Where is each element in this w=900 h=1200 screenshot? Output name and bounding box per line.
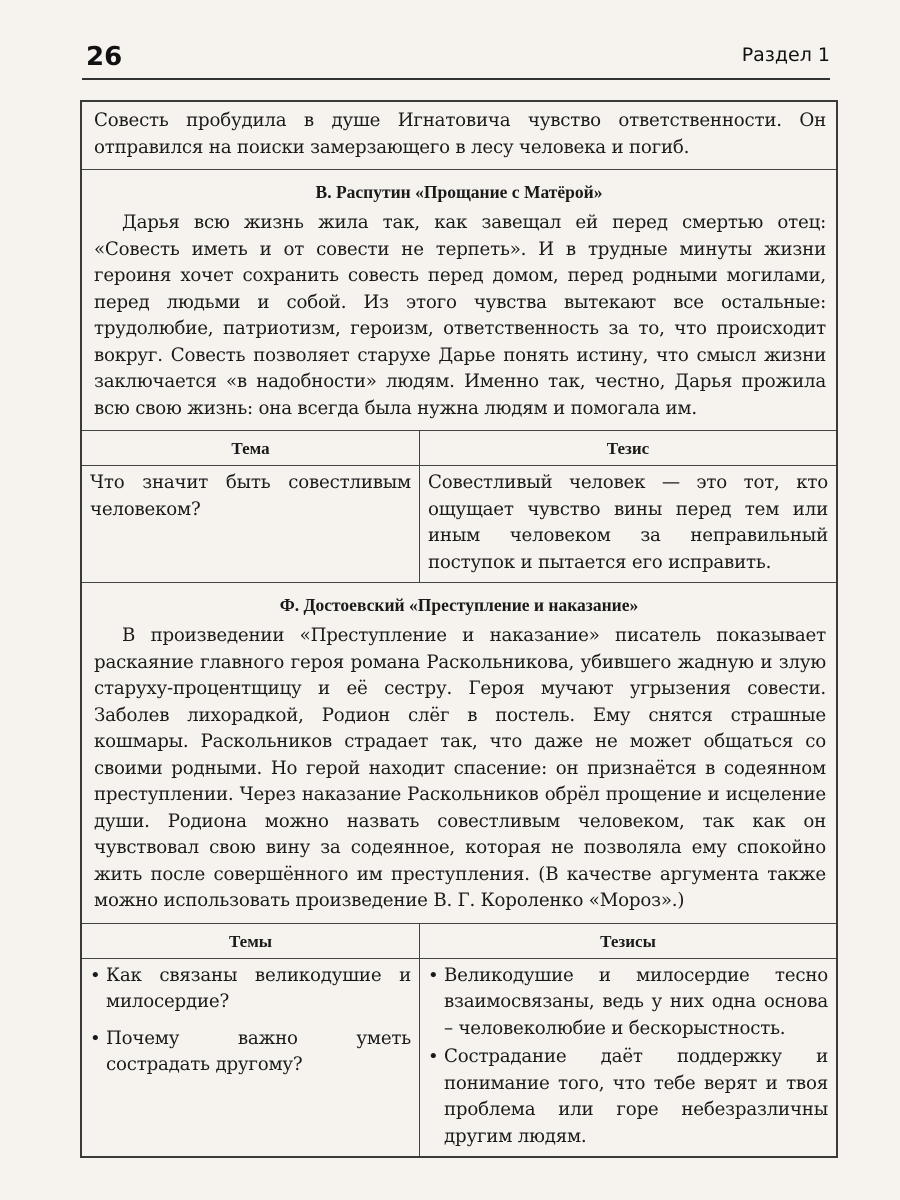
- list-item: [428, 1044, 828, 1150]
- theses-list: [420, 959, 836, 1157]
- themes-header: Темы: [82, 924, 420, 958]
- dostoevsky-title: Ф. Достоевский «Преступление и наказание»: [279, 595, 639, 615]
- dostoevsky-text: В произведении «Преступление и наказание» писатель показывает раскаяние главного героя романа Раскольникова, убившего жадную и злую старуху-процентщицу и её сестру. Героя мучают угрызения совести. Заболев лихорадкой, Родион слёг в постель. Ему снятся страшные кошмары. Раскольников страдает так, что даже не может общаться со своими родными. Но герой находит спасение: он признаётся в содеянном преступлении. Через наказание Раскольников обрёл прощение и исцеление души. Родиона можно назвать совестливым человеком, так как он чувствовал свою вину за содеянное, которая не позволяла ему спокойно жить после совершённого им преступления. (В качестве аргумента также можно использовать произведение В. Г. Короленко «Мороз».): [94, 625, 826, 911]
- bullet-icon: •: [428, 964, 439, 986]
- rasputin-block: [82, 170, 836, 431]
- theme-text: Как связаны великодушие и милосердие?: [106, 964, 411, 1012]
- rasputin-title: В. Распутин «Прощание с Матёрой»: [315, 182, 603, 202]
- section-label: Раздел 1: [741, 44, 830, 66]
- themes-cell: [82, 959, 420, 1157]
- theme-header: Тема: [82, 431, 420, 465]
- content-table: [80, 100, 838, 1158]
- page-number: 26: [86, 42, 123, 72]
- thesis-text: Сострадание даёт поддержку и понимание того, что тебе верят и твоя проблема или горе небезразличны другим людям.: [444, 1046, 828, 1147]
- thesis-header: Тезис: [606, 439, 650, 458]
- themes-theses-table: [82, 924, 836, 1157]
- page-header: [0, 0, 900, 100]
- rasputin-text: Дарья всю жизнь жила так, как завещал ей перед смертью отец: «Совесть иметь и от совести не терпеть». И в трудные минуты жизни героиня хочет сохранить совесть перед домом, перед родными могилами, перед людьми и собой. Из этого чувства вытекают все остальные: трудолюбие, патриотизм, героизм, ответственность за то, что происходит вокруг. Совесть позволяет старухе Дарье понять истину, что смысл жизни заключается «в надобности» людям. Именно так, честно, Дарья прожила всю свою жизнь: она всегда была нужна людям и помогала им.: [94, 212, 826, 419]
- theses-cell: [420, 959, 836, 1157]
- list-item: [90, 963, 411, 1016]
- header-rule: [82, 78, 830, 80]
- bullet-icon: •: [90, 964, 101, 986]
- table-row: [82, 959, 836, 1157]
- thesis-cell: Совестливый человек — это тот, кто ощущает чувство вины перед тем или иным человеком за неправильный поступок и пытается его исправить.: [428, 472, 828, 573]
- themes-list: [82, 959, 419, 1085]
- ignatovich-block: [82, 102, 836, 170]
- ignatovich-text: Совесть пробудила в душе Игнатовича чувство ответственности. Он отправился на поиски замерзающего в лесу человека и погиб.: [94, 110, 826, 158]
- table-header-row: [82, 924, 836, 959]
- theme-thesis-table: [82, 431, 836, 583]
- table-header-row: [82, 431, 836, 466]
- thesis-text: Великодушие и милосердие тесно взаимосвязаны, ведь у них одна основа – человеколюбие и бескорыстность.: [444, 964, 828, 1039]
- theme-text: Почему важно уметь сострадать другому?: [106, 1027, 411, 1075]
- theme-cell: Что значит быть совестливым человеком?: [82, 466, 420, 582]
- theses-header: Тезисы: [600, 931, 656, 951]
- bullet-icon: •: [428, 1046, 439, 1067]
- list-item: [428, 963, 828, 1043]
- bullet-icon: •: [90, 1027, 101, 1049]
- table-row: [82, 466, 836, 582]
- dostoevsky-block: [82, 583, 836, 924]
- list-item: [90, 1026, 411, 1079]
